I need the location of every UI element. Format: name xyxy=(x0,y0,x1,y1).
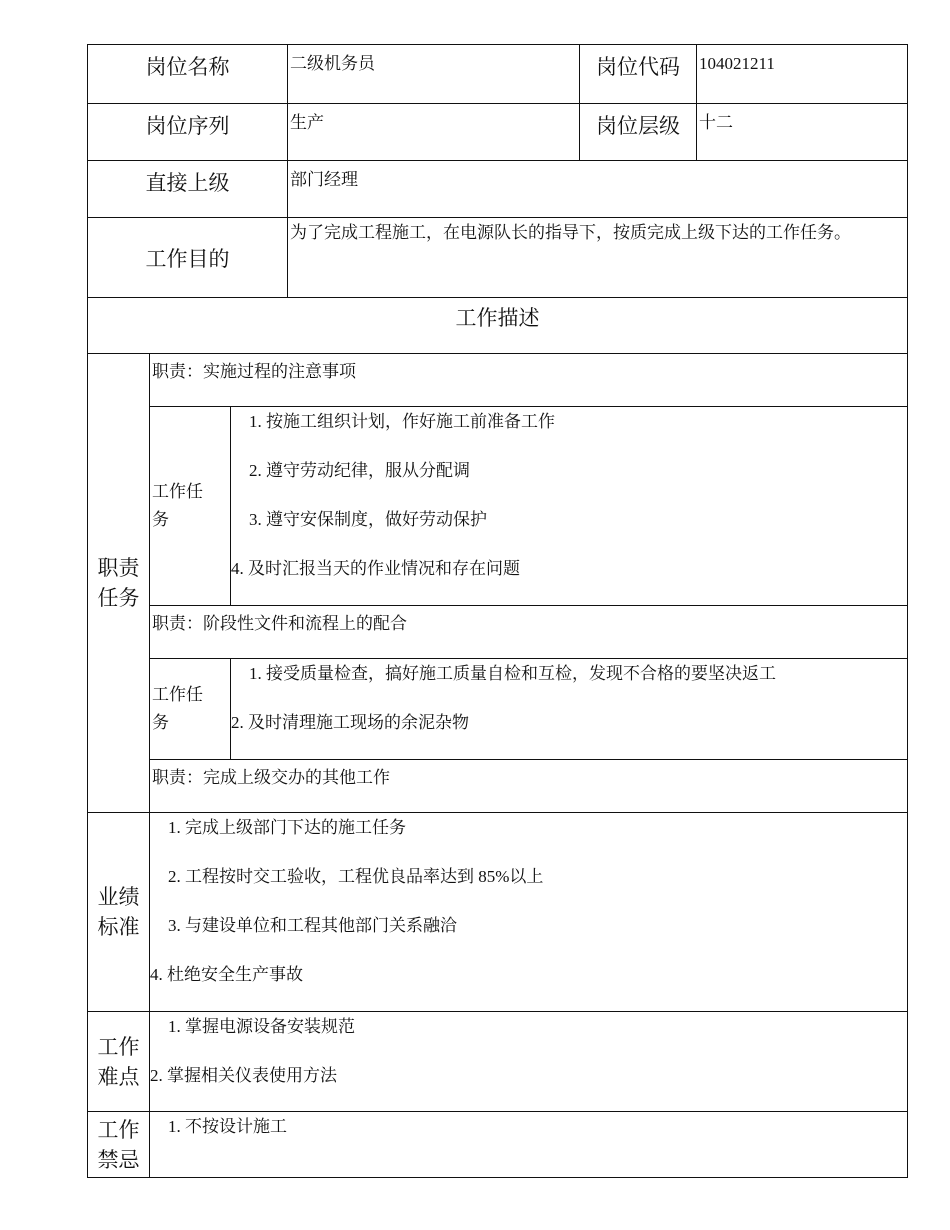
purpose-label: 工作目的 xyxy=(88,218,288,298)
job-name-label: 岗位名称 xyxy=(88,45,288,104)
performance-item: 2. 工程按时交工验收，工程优良品率达到 85%以上 xyxy=(168,867,544,886)
row-series-level xyxy=(88,104,908,161)
taboo-row xyxy=(88,1112,908,1178)
task-item: 2. 及时清理施工现场的余泥杂物 xyxy=(231,713,469,732)
taboo-item: 1. 不按设计施工 xyxy=(168,1117,287,1136)
difficulty-item: 1. 掌握电源设备安装规范 xyxy=(168,1017,355,1036)
task-row-2 xyxy=(88,659,908,760)
performance-item: 3. 与建设单位和工程其他部门关系融洽 xyxy=(168,916,457,935)
row-name-code xyxy=(88,45,908,104)
performance-item: 4. 杜绝安全生产事故 xyxy=(150,965,303,984)
task-list-1 xyxy=(231,407,908,606)
task-item: 2. 遵守劳动纪律，服从分配调 xyxy=(249,461,470,480)
performance-row xyxy=(88,813,908,1012)
task-label-2: 工作任务 xyxy=(150,659,231,760)
superior-label: 直接上级 xyxy=(88,161,288,218)
task-item: 1. 接受质量检查，搞好施工质量自检和互检，发现不合格的要坚决返工 xyxy=(249,664,776,683)
job-series-label: 岗位序列 xyxy=(88,104,288,161)
job-level-label: 岗位层级 xyxy=(580,104,697,161)
task-row-1 xyxy=(88,407,908,606)
duty-row-2 xyxy=(88,606,908,659)
row-description-title xyxy=(88,298,908,354)
task-item: 3. 遵守安保制度，做好劳动保护 xyxy=(249,510,487,529)
superior-value: 部门经理 xyxy=(288,161,908,218)
difficulty-label: 工作难点 xyxy=(88,1012,150,1112)
job-series-value: 生产 xyxy=(288,104,580,161)
difficulty-row xyxy=(88,1012,908,1112)
job-code-value: 104021211 xyxy=(697,45,908,104)
description-title: 工作描述 xyxy=(88,298,908,354)
duty-row-1 xyxy=(88,354,908,407)
duties-side-label: 职责任务 xyxy=(88,354,150,813)
taboo-label: 工作禁忌 xyxy=(88,1112,150,1178)
purpose-value: 为了完成工程施工，在电源队长的指导下，按质完成上级下达的工作任务。 xyxy=(288,218,908,298)
job-level-value: 十二 xyxy=(697,104,908,161)
job-description-table xyxy=(87,44,908,1178)
performance-label: 业绩标准 xyxy=(88,813,150,1012)
job-code-label: 岗位代码 xyxy=(580,45,697,104)
row-purpose xyxy=(88,218,908,298)
task-label-1: 工作任务 xyxy=(150,407,231,606)
duty-2: 职责：阶段性文件和流程上的配合 xyxy=(150,606,908,659)
task-list-2 xyxy=(231,659,908,760)
job-name-value: 二级机务员 xyxy=(288,45,580,104)
performance-list xyxy=(150,813,908,1012)
task-item: 4. 及时汇报当天的作业情况和存在问题 xyxy=(231,559,520,578)
taboo-list xyxy=(150,1112,908,1178)
performance-item: 1. 完成上级部门下达的施工任务 xyxy=(168,818,406,837)
difficulty-item: 2. 掌握相关仪表使用方法 xyxy=(150,1066,337,1085)
task-item: 1. 按施工组织计划，作好施工前准备工作 xyxy=(249,412,555,431)
job-description-document xyxy=(87,44,907,1178)
duty-1: 职责：实施过程的注意事项 xyxy=(150,354,908,407)
duty-3: 职责：完成上级交办的其他工作 xyxy=(150,760,908,813)
duty-row-3 xyxy=(88,760,908,813)
difficulty-list xyxy=(150,1012,908,1112)
row-superior xyxy=(88,161,908,218)
